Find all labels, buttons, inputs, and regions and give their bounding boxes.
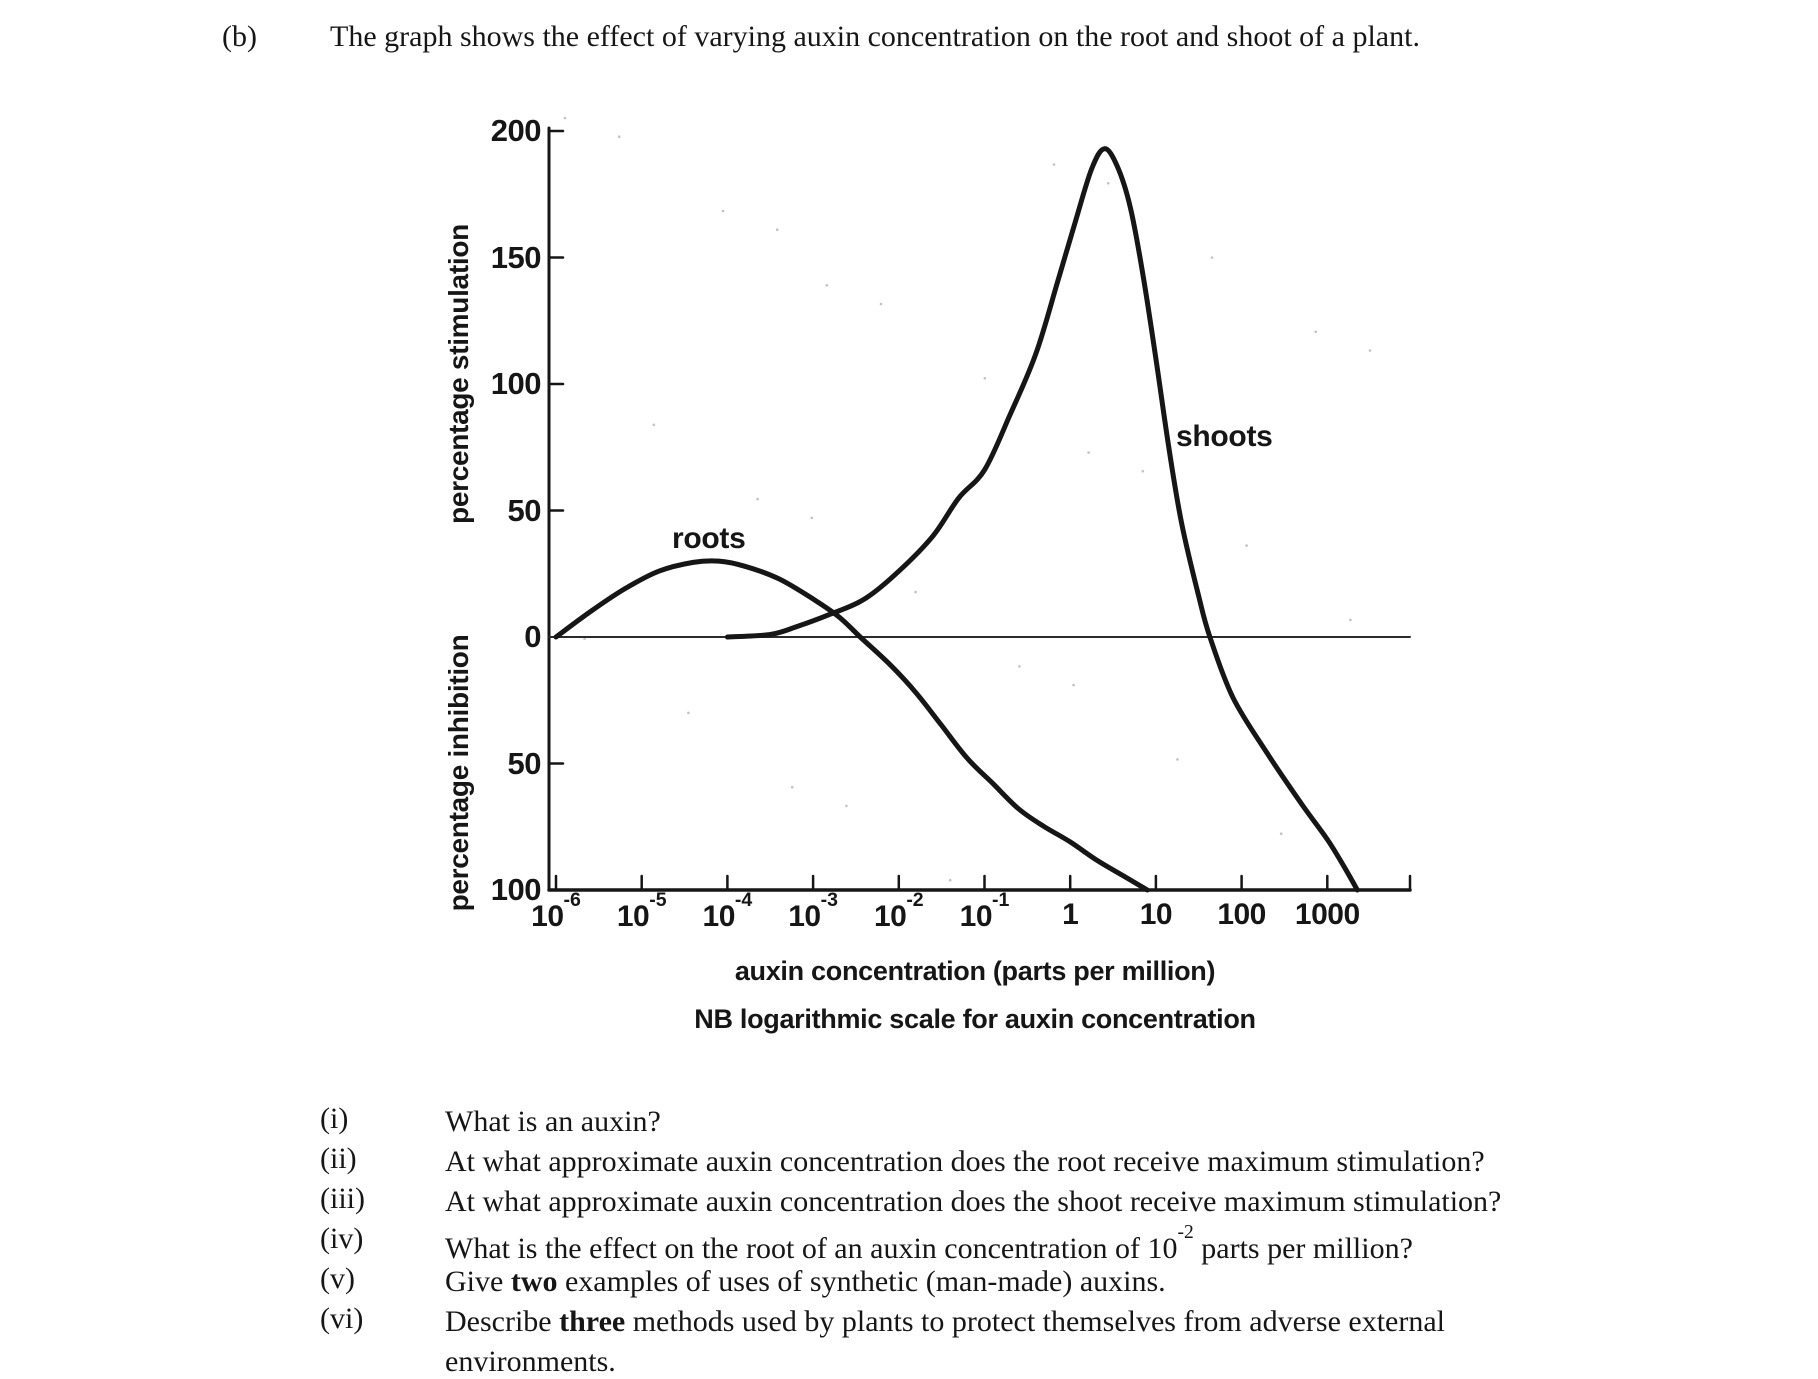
question-item [320,1262,1580,1302]
scan-speckle [914,591,917,594]
question-text: What is the effect on the root of an auxin concentration of $10^{-2}$ parts per million? [445,1222,1413,1265]
question-number: (v) [320,1262,355,1295]
scan-speckle [826,284,829,287]
scan-speckle [1018,665,1021,668]
question-text: What is an auxin? [445,1105,661,1138]
scan-speckle [845,805,848,808]
x-tick-label: 100 [1217,898,1266,931]
scan-speckle [811,517,814,520]
intro-text: The graph shows the effect of varying auxin concentration on the root and shoot of a plant. [330,20,1420,53]
y-tick-label: 200 [490,113,541,148]
question-item [320,1102,1580,1142]
scan-speckle [880,303,883,306]
scan-speckle [1087,451,1090,454]
question-number: (i) [320,1102,349,1135]
question-text: Describe three methods used by plants to protect themselves from adverse external environments. [445,1305,1445,1378]
scan-speckle [984,377,987,380]
part-label: (b) [222,20,257,53]
x-tick-label: $10^{-5}$ [616,889,667,933]
scan-speckle [1211,256,1214,259]
x-tick-label: 10 [1139,898,1173,931]
x-tick-label: $10^{-3}$ [788,889,838,933]
question-text: Give two examples of uses of synthetic (man-made) auxins. [445,1265,1166,1298]
x-tick-label: 1000 [1294,898,1360,931]
scan-speckle [1176,758,1179,761]
scan-speckle [1072,684,1075,687]
scan-speckle [1142,470,1145,473]
scan-speckle [722,210,725,213]
y-tick-label: 50 [507,492,541,528]
scan-speckle [1245,544,1248,547]
question-item [320,1142,1580,1182]
question-text: At what approximate auxin concentration does the root receive maximum stimulation? [445,1145,1485,1178]
scan-speckle [1280,832,1283,835]
y-tick-label: 50 [507,745,541,781]
scan-speckle [1053,163,1056,166]
roots-curve-label: roots [672,522,746,555]
x-axis-note: NB logarithmic scale for auxin concentration [694,1004,1256,1034]
x-tick-label: 1 [1062,898,1079,931]
scan-speckle [1349,619,1352,622]
question-number: (ii) [320,1142,357,1175]
scan-speckle [564,117,567,120]
shoots-curve-label: shoots [1176,420,1273,453]
y-tick-label: 150 [490,239,541,275]
scan-speckle [687,712,690,715]
x-tick-label: $10^{-2}$ [873,889,924,933]
scan-speckle [791,786,794,789]
y-axis-label-inhibition: percentage inhibition [443,634,474,912]
question-number: (iv) [320,1222,364,1255]
x-tick-label: $10^{-1}$ [959,889,1010,933]
shoots-curve [727,149,1357,890]
roots-curve [556,561,1147,890]
question-item [320,1182,1580,1222]
scan-speckle [949,879,952,882]
y-axis-label-stimulation: percentage stimulation [443,224,474,524]
x-tick-label: $10^{-6}$ [531,889,581,933]
scan-speckle [618,135,621,138]
y-tick-label: 100 [490,366,541,401]
question-number: (iii) [320,1182,365,1215]
x-axis-title: auxin concentration (parts per million) [734,956,1216,986]
scan-speckle [1369,349,1372,352]
question-item [320,1302,1580,1379]
scan-speckle [653,424,656,427]
scan-speckle [1315,331,1318,334]
scan-speckle [756,498,759,501]
scan-speckle [776,228,779,231]
question-number: (vi) [320,1302,364,1335]
x-tick-label: $10^{-4}$ [702,889,753,933]
scan-speckle [1107,182,1110,185]
y-tick-label: 100 [490,872,541,907]
question-text: At what approximate auxin concentration does the shoot receive maximum stimulation? [445,1185,1502,1218]
y-tick-label: 0 [524,619,541,654]
